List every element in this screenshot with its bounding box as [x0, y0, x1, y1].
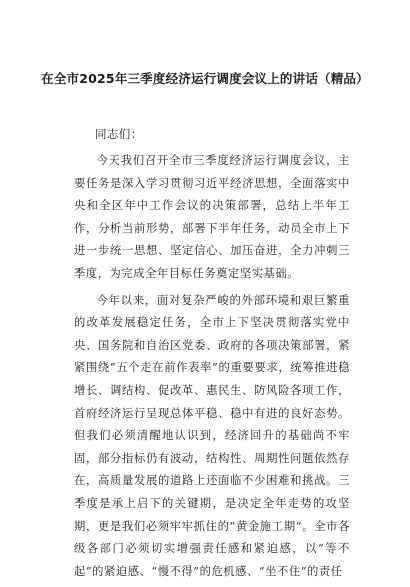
- greeting: 同志们：: [95, 127, 143, 141]
- document-title: 在全市2025年三季度经济运行调度会议上的讲话（精品）: [41, 71, 369, 86]
- document-body: [74, 150, 350, 587]
- paragraph: 今年以来，面对复杂严峻的外部环境和艰巨繁重的改革发展稳定任务，全市上下坚决贯彻落实党中央、国务院和自治区党委、政府的各项决策部署，紧紧围绕“五个走在前作表率”的重要要求，统筹推进稳增长、调结构、促改革、惠民生、防风险各项工作，首府经济运行呈现总体平稳、稳中有进的良好态势。但我们必须清醒地认识到，经济回升的基础尚不牢固，部分指标仍有波动，结构性、周期性问题依然存在，高质量发展的道路上还面临不少困难和挑战。三季度是承上启下的关键期，是决定全年走势的攻坚期，更是我们必须牢牢抓住的“黄金施工期”。全市各级各部门必须切实增强责任感和紧迫感，以“等不起”的紧迫感、“慢不得”的危机感、“坐不住”的责任: [74, 293, 350, 578]
- paragraph: 今天我们召开全市三季度经济运行调度会议，主要任务是深入学习贯彻习近平经济思想，全面落实中央和全区年中工作会议的决策部署，总结上半年工作，分析当前形势，部署下半年任务，动员全市上下进一步统一思想、坚定信心、加压奋进，全力冲刺三季度，为完成全年目标任务奠定坚实基础。: [74, 154, 350, 280]
